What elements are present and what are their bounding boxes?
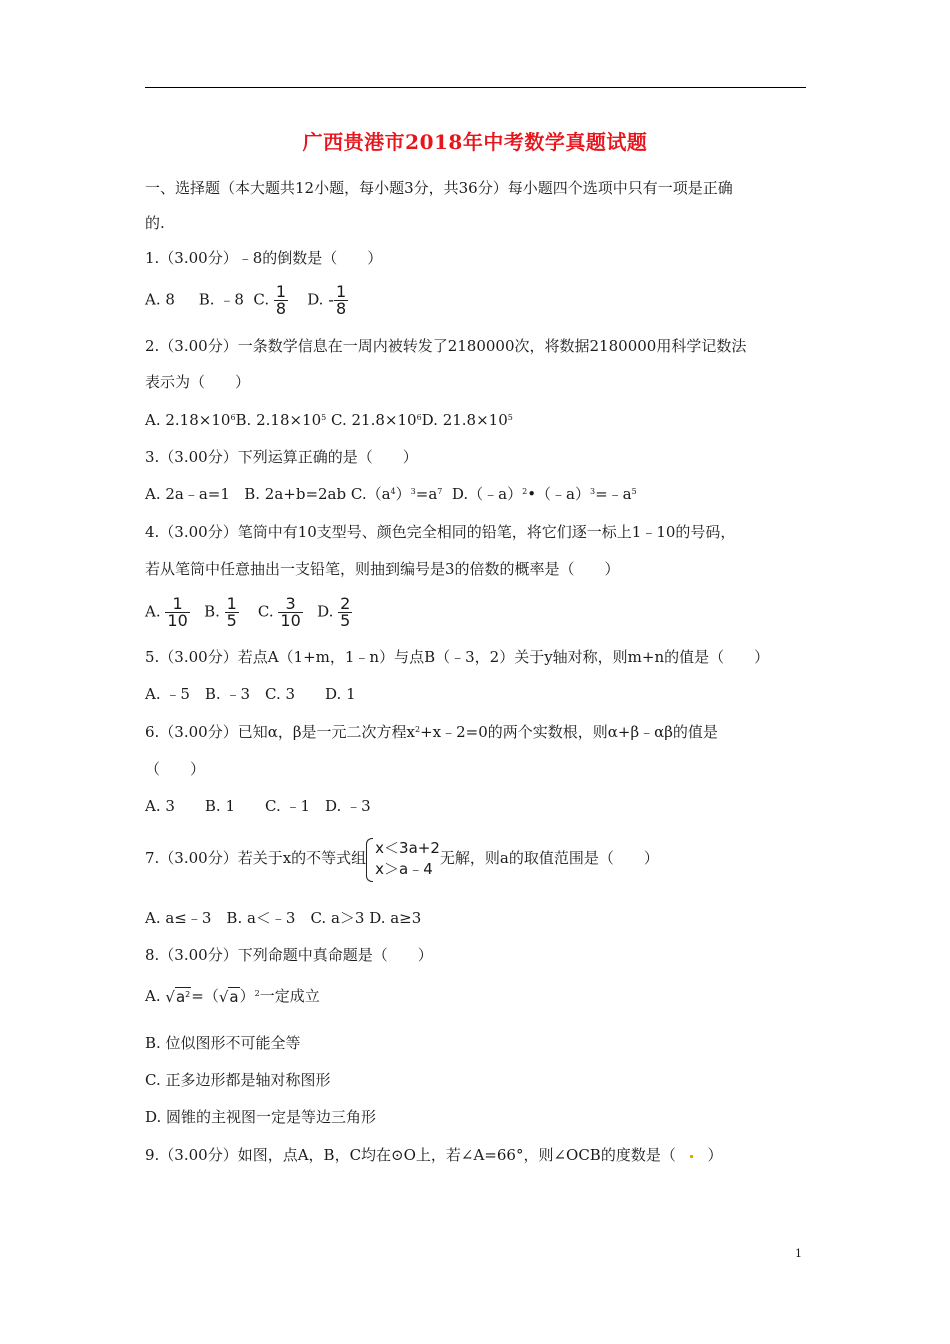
inequality-system: x＜3a+2 x＞a﹣4 — [366, 838, 440, 880]
question-3-options: A. 2a﹣a=1 B. 2a+b=2ab $C.(a^4)^3=a^7$ $D.(﹣a)^2•(﹣a)^3=﹣a^5$ — [145, 485, 637, 503]
question-2-stem-cont: 表示为（ ） — [145, 373, 251, 391]
q1-option-c-fraction: $\frac{1}{8}$ — [275, 282, 287, 318]
q1-option-d-fraction: $\frac{1}{8}$ — [336, 282, 347, 318]
page-title: 广西贵港市2018年中考数学真题试题 — [302, 130, 648, 154]
header-rule — [145, 87, 806, 88]
q4-option-a-fraction: $\frac{1}{10}$ — [167, 594, 188, 630]
q1-option-b: B. ﹣8 — [198, 290, 244, 309]
q1-option-a: A. 8 — [145, 290, 175, 309]
q1-option-c-label: C. — [253, 290, 270, 309]
question-1-stem: 1.（3.00分）﹣8的倒数是（ ） — [145, 249, 383, 267]
question-8-stem: 8.（3.00分）下列命题中真命题是（ ） — [145, 946, 433, 964]
question-4-options: A. $\frac{1}{10}$ B. $\frac{1}{5}$ C. $\frac{3}{10}$ D. $\frac{2}{5}$ — [145, 594, 351, 630]
dot-icon — [690, 1155, 693, 1158]
question-5-stem: 5.（3.00分）若点A（1+m，1﹣n）与点B（﹣3，2）关于y轴对称，则m+n的值是（ ） — [145, 648, 770, 666]
question-2-stem: 2.（3.00分）一条数学信息在一周内被转发了2180000次，将数据2180000用科学记数法 — [145, 337, 747, 355]
question-8-option-c: C. 正多边形都是轴对称图形 — [145, 1071, 331, 1089]
section-heading: 一、选择题（本大题共12小题，每小题3分，共36分）每小题四个选项中只有一项是正确 — [145, 179, 733, 197]
question-2-options: A. $2.18\times 10^6B$. $2.18\times 10^5$ C. $21.8\times 10^6D$. $21.8\times 10^5$ — [145, 411, 513, 429]
question-9-stem: 9.（3.00分）如图，点A，B，C均在⊙O上，若∠A=66°，则∠OCB的度数是（ ） — [145, 1146, 723, 1164]
sqrt-icon: √a — [218, 988, 239, 1006]
sqrt-icon: $√a^2$ — [165, 988, 191, 1006]
section-heading-cont: 的. — [145, 214, 165, 232]
q4-option-d-fraction: $\frac{2}{5}$ — [340, 594, 351, 630]
q4-option-c-fraction: $\frac{3}{10}$ — [280, 594, 301, 630]
question-7-options: A. a≤﹣3 B. a＜﹣3 C. a＞3 D. a≥3 — [145, 909, 422, 927]
brace-icon — [366, 838, 373, 882]
page-number: 1 — [795, 1247, 802, 1260]
question-7-stem: 7.（3.00分）若关于x的不等式组 x＜3a+2 x＞a﹣4 无解，则a的取值范围是（ ） — [145, 835, 659, 881]
q1-option-d-label: D. — [307, 290, 324, 309]
question-4-stem-cont: 若从笔筒中任意抽出一支铅笔，则抽到编号是3的倍数的概率是（ ） — [145, 560, 620, 578]
question-4-stem: 4.（3.00分）笔筒中有10支型号、颜色完全相同的铅笔，将它们逐一标上1﹣10的号码， — [145, 523, 736, 541]
question-6-stem: 6.（3.00分）已知α，β是一元二次方程$x^2+x﹣2=0$的两个实数根，则α+β﹣αβ的值是 — [145, 723, 718, 741]
question-6-options: A. 3 B. 1 C. ﹣1 D. ﹣3 — [145, 797, 371, 815]
question-8-option-b: B. 位似图形不可能全等 — [145, 1034, 301, 1052]
question-1-options — [145, 284, 348, 317]
question-8-option-a: A. $√a^2=(√a)^2$一定成立 — [145, 987, 320, 1006]
question-6-stem-cont: （ ） — [145, 760, 206, 778]
q1-option-d-sign: - — [328, 290, 335, 310]
q4-option-b-fraction: $\frac{1}{5}$ — [226, 594, 237, 630]
question-3-stem: 3.（3.00分）下列运算正确的是（ ） — [145, 448, 418, 466]
question-8-option-d: D. 圆锥的主视图一定是等边三角形 — [145, 1108, 377, 1126]
question-5-options: A. ﹣5 B. ﹣3 C. 3 D. 1 — [145, 685, 356, 703]
